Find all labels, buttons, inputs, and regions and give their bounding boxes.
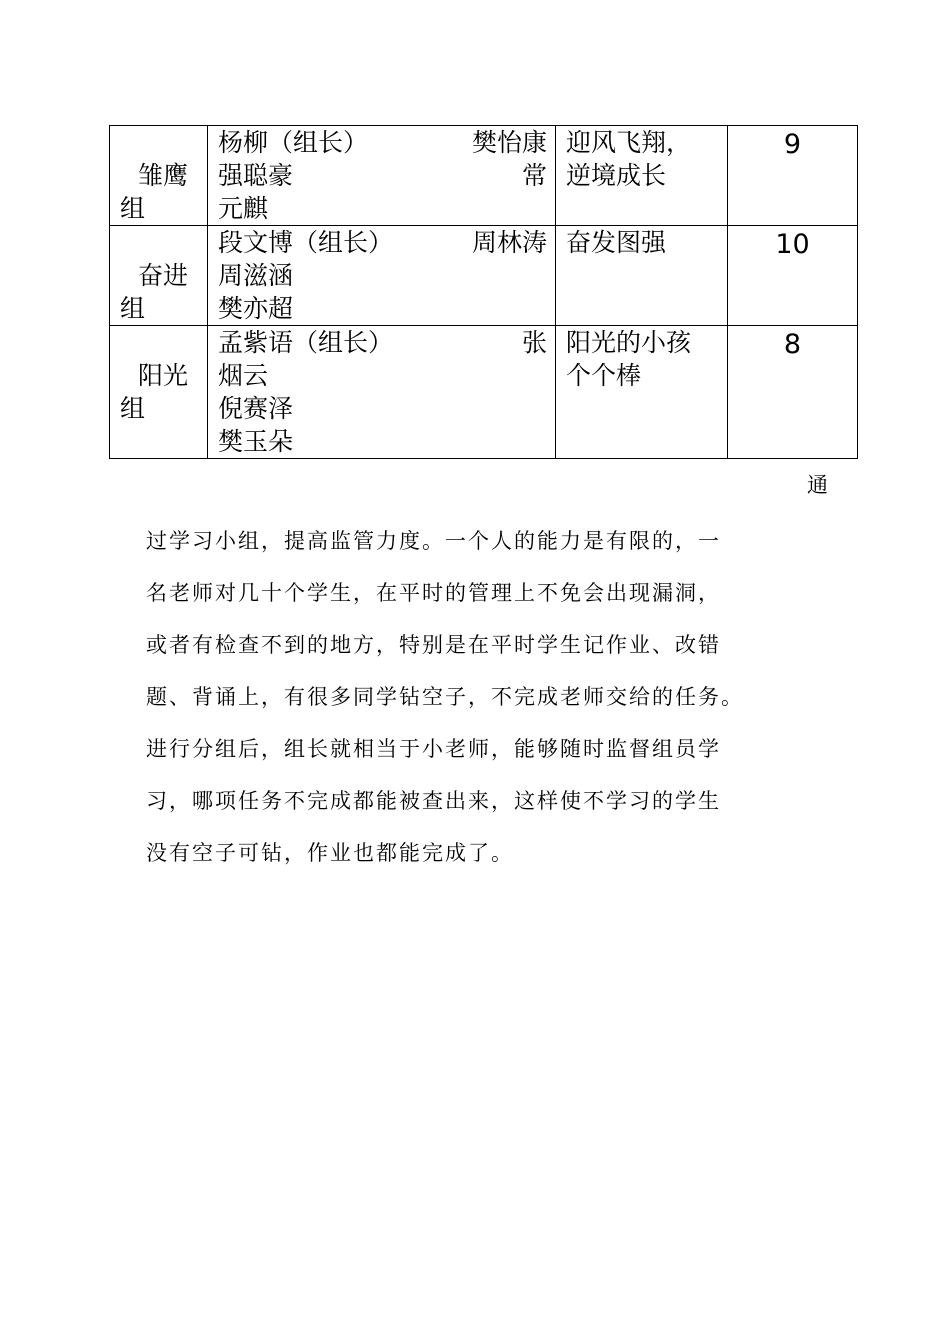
member-name: 段文博（组长） — [218, 228, 394, 257]
body-paragraph — [146, 515, 806, 879]
paragraph-line: 或者有检查不到的地方，特别是在平时学生记作业、改错 — [146, 633, 721, 657]
member-name: 张 — [521, 328, 547, 357]
slogan-cell — [556, 326, 728, 459]
paragraph-line: 题、背诵上，有很多同学钻空子，不完成老师交给的任务。 — [146, 685, 744, 709]
members-cell — [208, 326, 556, 459]
member-name: 杨柳（组长） — [218, 128, 369, 157]
slogan-line: 逆境成长 — [566, 161, 667, 190]
group-name-line1: 奋进 — [138, 261, 189, 290]
member-name: 烟云 — [218, 361, 269, 390]
slogan-line: 迎风飞翔， — [566, 128, 692, 157]
members-line — [218, 159, 547, 192]
paragraph-line: 进行分组后，组长就相当于小老师，能够随时监督组员学 — [146, 737, 721, 761]
members-line — [218, 425, 547, 458]
group-name-line1: 阳光 — [138, 361, 189, 390]
member-name: 元麒 — [218, 194, 269, 223]
members-line — [218, 126, 547, 159]
paragraph-line: 没有空子可钻，作业也都能完成了。 — [146, 841, 514, 865]
member-name: 周林涛 — [471, 228, 547, 257]
score-cell — [728, 226, 858, 326]
members-line — [218, 292, 547, 325]
paragraph-line: 名老师对几十个学生，在平时的管理上不免会出现漏洞， — [146, 581, 721, 605]
table-row — [110, 126, 858, 226]
slogan-line: 阳光的小孩 — [566, 328, 692, 357]
member-name: 强聪豪 — [218, 161, 294, 190]
score-cell — [728, 326, 858, 459]
members-line — [218, 392, 547, 425]
group-name-cell — [110, 126, 208, 226]
score-value: 8 — [783, 329, 802, 360]
group-name-line2: 组 — [120, 394, 146, 423]
score-cell — [728, 126, 858, 226]
members-line — [218, 226, 547, 259]
members-line — [218, 359, 547, 392]
slogan-line: 奋发图强 — [566, 228, 667, 257]
members-cell — [208, 226, 556, 326]
group-name-cell — [110, 326, 208, 459]
paragraph-lead-char: 通 — [807, 473, 828, 497]
group-table — [109, 125, 858, 459]
slogan-cell — [556, 126, 728, 226]
members-line — [218, 326, 547, 359]
member-name: 常 — [521, 161, 547, 190]
slogan-cell — [556, 226, 728, 326]
member-name: 周滋涵 — [218, 261, 294, 290]
score-value: 9 — [783, 129, 802, 160]
table-row — [110, 226, 858, 326]
member-name: 樊亦超 — [218, 294, 294, 323]
members-line — [218, 259, 547, 292]
group-name-line1: 雏鹰 — [138, 161, 189, 190]
members-cell — [208, 126, 556, 226]
paragraph-line: 过学习小组，提高监管力度。一个人的能力是有限的，一 — [146, 529, 721, 553]
score-value: 10 — [775, 229, 810, 260]
slogan-line: 个个棒 — [566, 361, 642, 390]
group-name-line2: 组 — [120, 194, 146, 223]
group-name-cell — [110, 226, 208, 326]
member-name: 孟紫语（组长） — [218, 328, 394, 357]
member-name: 樊怡康 — [471, 128, 547, 157]
members-line — [218, 192, 547, 225]
group-name-line2: 组 — [120, 294, 146, 323]
member-name: 倪赛泽 — [218, 394, 294, 423]
member-name: 樊玉朵 — [218, 427, 294, 456]
paragraph-line: 习，哪项任务不完成都能被查出来，这样使不学习的学生 — [146, 789, 721, 813]
table-row — [110, 326, 858, 459]
